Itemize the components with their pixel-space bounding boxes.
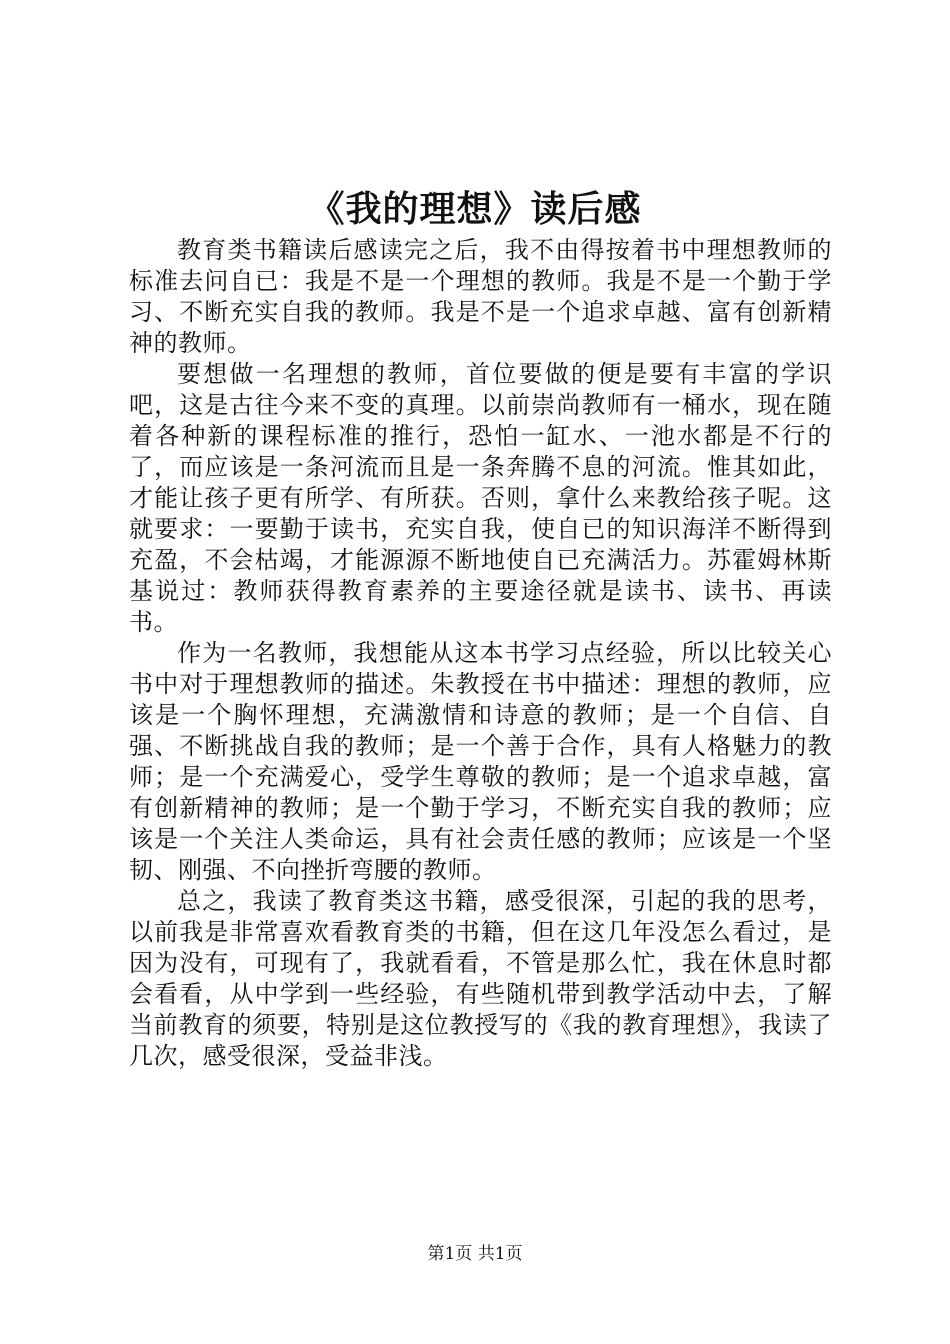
paragraph-2: 要想做一名理想的教师，首位要做的便是要有丰富的学识吧，这是古往今来不变的真理。以前崇尚教师有一桶水，现在随着各种新的课程标准的推行，恐怕一缸水、一池水都是不行的了，而应该是一条河流而且是一条奔腾不息的河流。惟其如此，才能让孩子更有所学、有所获。否则，拿什么来教给孩子呢。这就要求：一要勤于读书，充实自我，使自已的知识海洋不断得到充盈，不会枯竭，才能源源不断地使自已充满活力。苏霍姆林斯基说过：教师获得教育素养的主要途径就是读书、读书、再读书。: [129, 360, 832, 636]
paragraph-3: 作为一名教师，我想能从这本书学习点经验，所以比较关心书中对于理想教师的描述。朱教授在书中描述：理想的教师，应该是一个胸怀理想，充满激情和诗意的教师；是一个自信、自强、不断挑战自我的教师；是一个善于合作，具有人格魅力的教师；是一个充满爱心，受学生尊敬的教师；是一个追求卓越，富有创新精神的教师；是一个勤于学习，不断充实自我的教师；应该是一个关注人类命运，具有社会责任感的教师；应该是一个坚韧、刚强、不向挫折弯腰的教师。: [129, 639, 832, 884]
paragraph-1: 教育类书籍读后感读完之后，我不由得按着书中理想教师的标准去问自已：我是不是一个理想的教师。我是不是一个勤于学习、不断充实自我的教师。我是不是一个追求卓越、富有创新精神的教师。: [129, 236, 832, 357]
page-number-footer: 第1页 共1页: [427, 1244, 523, 1264]
paragraph-4: 总之，我读了教育类这书籍，感受很深，引起的我的思考，以前我是非常喜欢看教育类的书籍，但在这几年没怎么看过，是因为没有，可现有了，我就看看，不管是那么忙，我在休息时都会看看，从中学到一些经验，有些随机带到教学活动中去，了解当前教育的须要，特别是这位教授写的《我的教育理想》，我读了几次，感受很深，受益非浅。: [129, 887, 832, 1070]
document-body: [129, 235, 832, 1072]
document-title: 《我的理想》读后感: [308, 188, 642, 230]
